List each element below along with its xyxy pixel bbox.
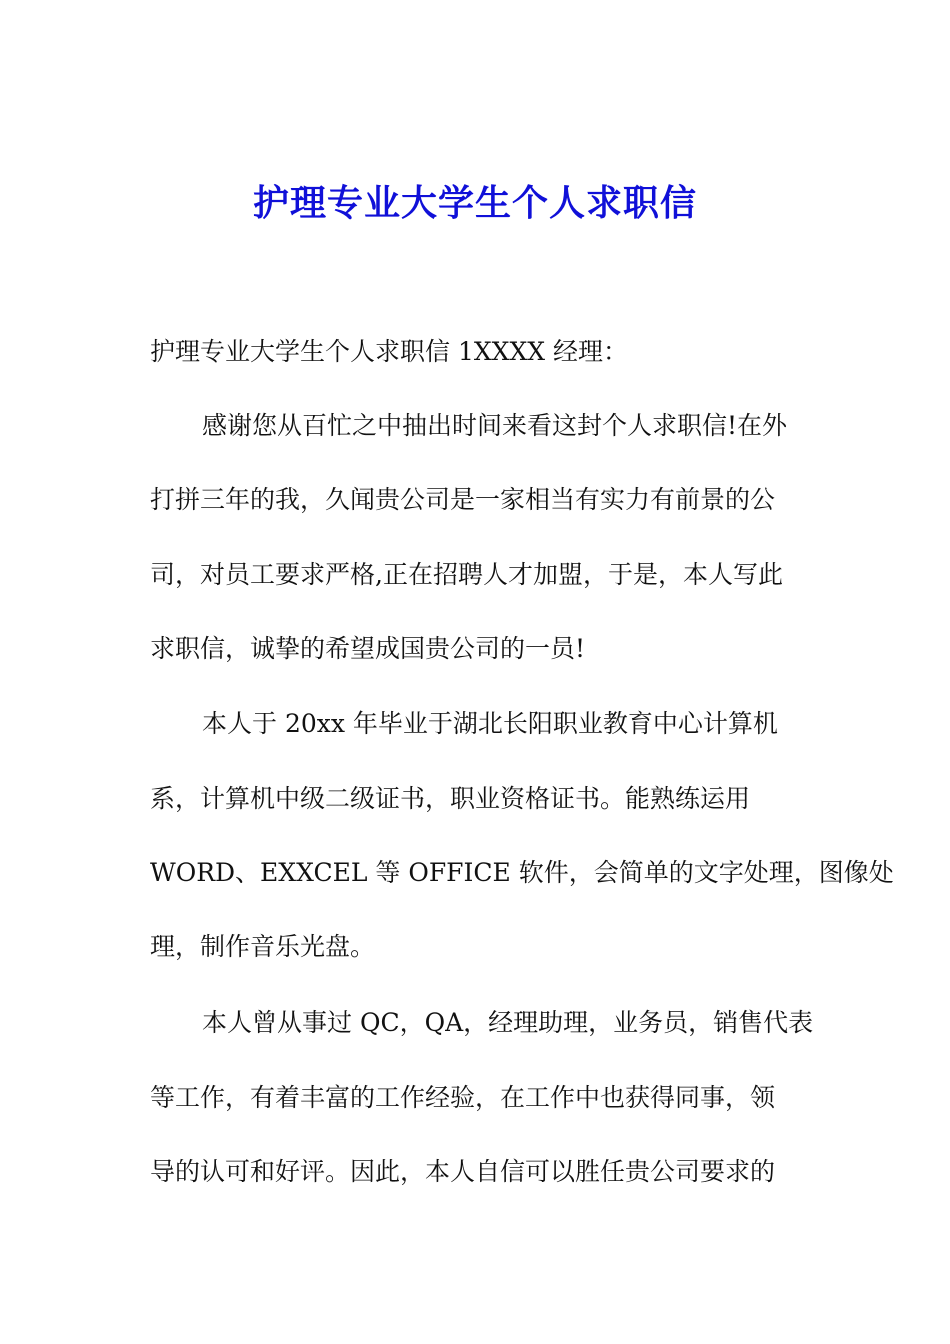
paragraph-2-line-2: 系，计算机中级二级证书，职业资格证书。能熟练运用	[150, 784, 751, 813]
paragraph-1-line-4: 求职信，诚挚的希望成国贵公司的一员!	[150, 634, 586, 663]
paragraph-3-line-1: 本人曾从事过 QC，QA，经理助理，业务员，销售代表	[202, 1008, 814, 1037]
document-title: 护理专业大学生个人求职信	[252, 182, 697, 224]
paragraph-2-line-4: 理，制作音乐光盘。	[150, 932, 376, 961]
salutation-line: 护理专业大学生个人求职信 1XXXX 经理：	[150, 337, 628, 366]
paragraph-1-line-2: 打拼三年的我，久闻贵公司是一家相当有实力有前景的公	[150, 485, 776, 514]
paragraph-1-line-1: 感谢您从百忙之中抽出时间来看这封个人求职信!在外	[202, 411, 788, 440]
paragraph-2-line-3: WORD、EXXCEL 等 OFFICE 软件，会简单的文字处理，图像处	[150, 858, 894, 887]
paragraph-3-line-3: 导的认可和好评。因此，本人自信可以胜任贵公司要求的	[150, 1157, 776, 1186]
paragraph-1-line-3: 司，对员工要求严格,正在招聘人才加盟，于是，本人写此	[150, 560, 783, 589]
paragraph-3-line-2: 等工作，有着丰富的工作经验，在工作中也获得同事，领	[150, 1083, 776, 1112]
paragraph-2-line-1: 本人于 20xx 年毕业于湖北长阳职业教育中心计算机	[202, 709, 778, 738]
